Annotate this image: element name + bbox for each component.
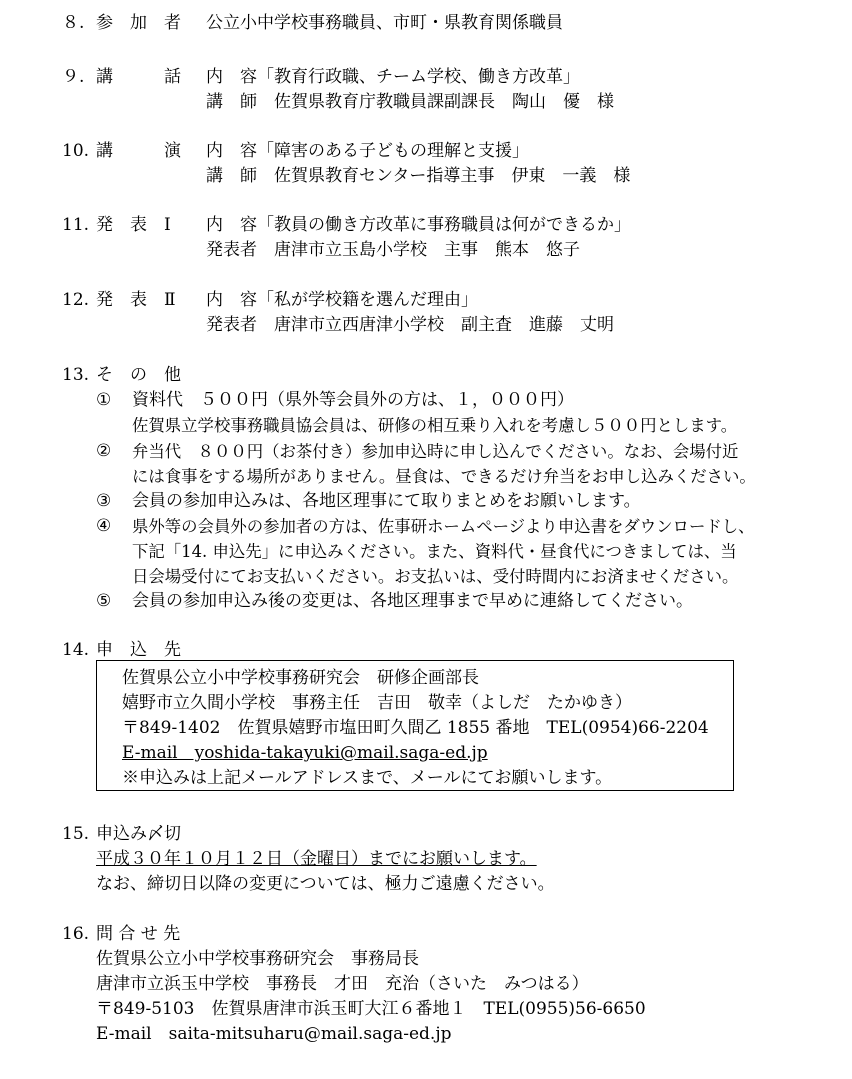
talk-speaker: 講 師 佐賀県教育センター指導主事 伊東 一義 様 [206, 166, 631, 186]
section-number: 14. [62, 640, 90, 660]
section-number: 11. [62, 215, 90, 235]
lunch-fee-note: には食事をする場所がありません。昼食は、できるだけ弁当をお申し込みください。 [132, 467, 756, 486]
section-heading-other: そ の 他 [96, 365, 181, 385]
non-member-note-1: 県外等の会員外の参加者の方は、佐事研ホームページより申込書をダウンロードし、 [132, 517, 755, 536]
section-heading-deadline: 申込み〆切 [96, 824, 181, 844]
contact-organization: 佐賀県公立小中学校事務研究会 研修企画部長 [122, 668, 479, 688]
contact-person: 嬉野市立久間小学校 事務主任 吉田 敬幸（よしだ たかゆき） [122, 693, 632, 713]
list-marker: ② [96, 441, 112, 461]
contact-address: 〒849-1402 佐賀県嬉野市塩田町久間乙 1855 番地 TEL(0954)66-2204 [122, 718, 709, 738]
material-fee-note: 佐賀県立学校事務職員協会員は、研修の相互乗り入れを考慮し５００円とします。 [132, 416, 738, 435]
contact-email-link[interactable]: E-mail yoshida-takayuki@mail.saga-ed.jp [122, 743, 488, 763]
non-member-note-2: 下記「14. 申込先」に申込みください。また、資料代・昼食代につきましては、当 [132, 542, 737, 561]
material-fee: 資料代 ５００円（県外等会員外の方は、１，０００円） [132, 390, 574, 410]
list-marker: ③ [96, 491, 112, 511]
presentation-2-content: 内 容「私が学校籍を選んだ理由」 [206, 290, 478, 310]
inquiry-address: 〒849-5103 佐賀県唐津市浜玉町大江６番地１ TEL(0955)56-6650 [96, 999, 646, 1019]
deadline-date: 平成３０年１０月１２日（金曜日）までにお願いします。 [96, 849, 537, 869]
section-number: 12. [62, 290, 90, 310]
contact-note: ※申込みは上記メールアドレスまで、メールにてお願いします。 [122, 768, 613, 788]
presentation-1-content: 内 容「教員の働き方改革に事務職員は何ができるか」 [206, 215, 631, 235]
inquiry-person: 唐津市立浜玉中学校 事務長 才田 充治（さいた みつはる） [96, 974, 589, 994]
section-number: 10. [62, 141, 90, 161]
section-heading-talk: 講 演 [96, 141, 181, 161]
lecture-content: 内 容「教育行政職、チーム学校、働き方改革」 [206, 67, 580, 87]
section-heading-participants: 参 加 者 [96, 13, 181, 33]
section-number: 13. [62, 365, 90, 385]
change-note: 会員の参加申込み後の変更は、各地区理事まで早めに連絡してください。 [132, 591, 693, 611]
lunch-fee: 弁当代 ８００円（お茶付き）参加申込時に申し込んでください。なお、会場付近 [132, 442, 739, 461]
inquiry-organization: 佐賀県公立小中学校事務研究会 事務局長 [96, 949, 419, 969]
section-heading-application: 申 込 先 [96, 640, 181, 660]
lecture-speaker: 講 師 佐賀県教育庁教職員課副課長 陶山 優 様 [206, 92, 614, 112]
list-marker: ④ [96, 516, 112, 536]
section-number: 15. [62, 824, 90, 844]
section-heading-inquiries: 問 合 せ 先 [96, 924, 181, 944]
member-application-note: 会員の参加申込みは、各地区理事にて取りまとめをお願いします。 [132, 491, 641, 511]
deadline-note: なお、締切日以降の変更については、極力ご遠慮ください。 [96, 874, 555, 894]
section-heading-presentation-2: 発 表 Ⅱ [96, 290, 176, 310]
section-number: ９. [62, 67, 85, 87]
section-number: 16. [62, 924, 90, 944]
list-marker: ⑤ [96, 591, 112, 611]
section-heading-lecture: 講 話 [96, 67, 181, 87]
section-heading-presentation-1: 発 表 Ⅰ [96, 215, 171, 235]
non-member-note-3: 日会場受付にてお支払いください。お支払いは、受付時間内にお済ませください。 [132, 567, 739, 586]
talk-content: 内 容「障害のある子どもの理解と支援」 [206, 141, 529, 161]
presentation-2-presenter: 発表者 唐津市立西唐津小学校 副主査 進藤 丈明 [206, 315, 614, 335]
participants-text: 公立小中学校事務職員、市町・県教育関係職員 [206, 13, 563, 33]
inquiry-email[interactable]: E-mail saita-mitsuharu@mail.saga-ed.jp [96, 1024, 452, 1044]
section-number: ８. [62, 13, 85, 33]
list-marker: ① [96, 390, 112, 410]
presentation-1-presenter: 発表者 唐津市立玉島小学校 主事 熊本 悠子 [206, 240, 580, 260]
